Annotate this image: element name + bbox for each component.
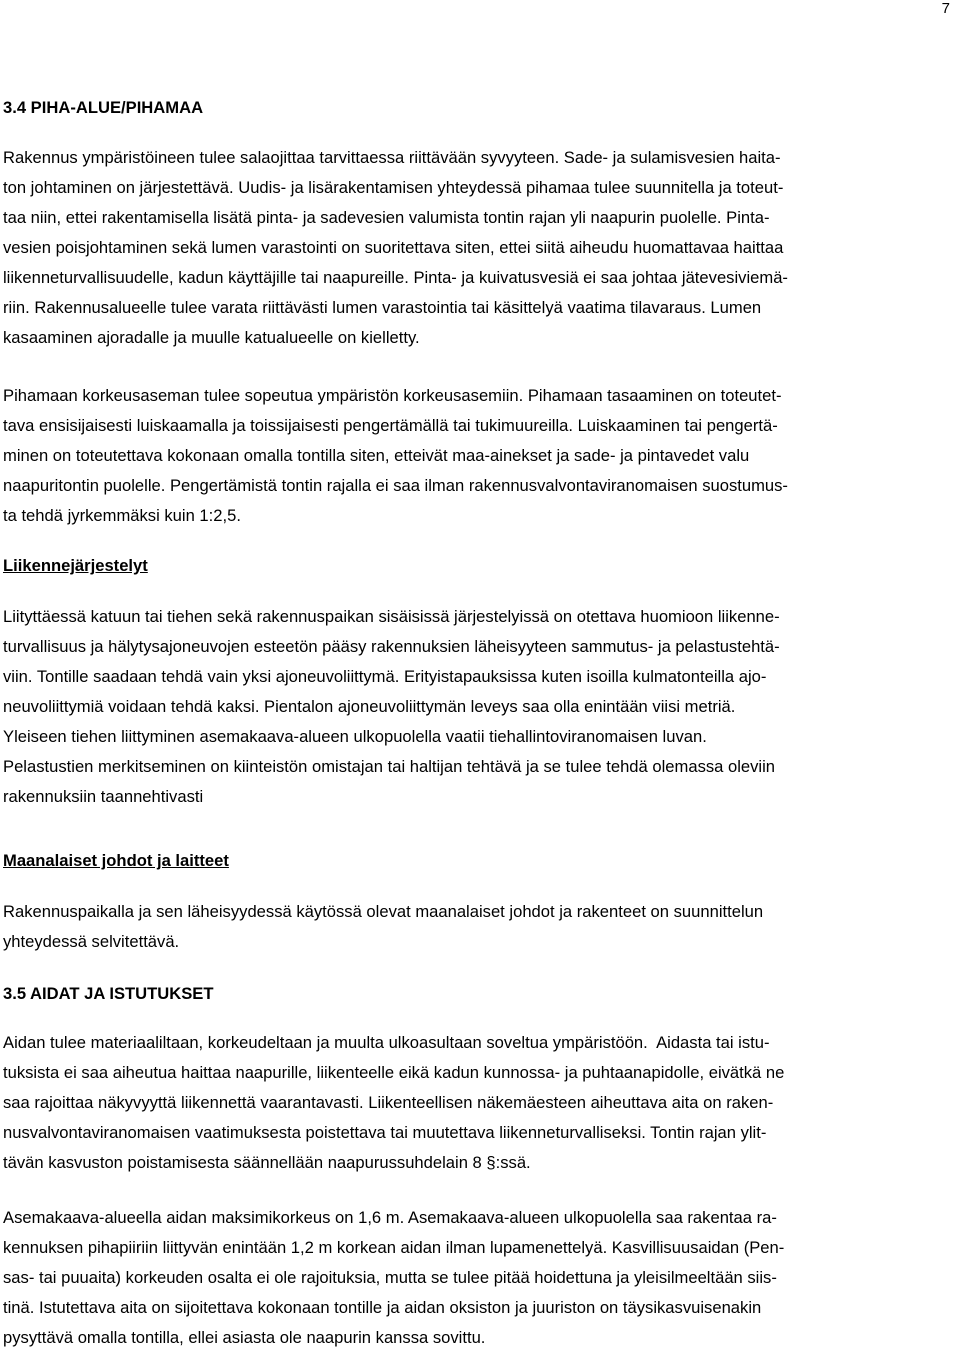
text-line: Pihamaan korkeusaseman tulee sopeutua ympäristön korkeusasemiin. Pihamaan tasaaminen on toteutet- <box>3 386 782 405</box>
text-line: Pelastustien merkitseminen on kiinteistön omistajan tai haltijan tehtävä ja se tulee tehdä olemassa oleviin <box>3 757 776 776</box>
text-line: Asemakaava-alueella aidan maksimikorkeus on 1,6 m. Asemakaava-alueen ulkopuolella saa rakentaa ra- <box>3 1208 777 1227</box>
text-line: naapuritontin puolelle. Pengertämistä tontin rajalla ei saa ilman rakennusvalvontaviranomaisen suostumus- <box>3 476 788 495</box>
page-number: 7 <box>941 0 950 17</box>
paragraph-traffic <box>3 602 945 812</box>
text-line: yhteydessä selvitettävä. <box>3 932 180 951</box>
text-line: Aidan tulee materiaaliltaan, korkeudeltaan ja muulta ulkoasultaan soveltua ympäristöön. Aidasta tai istu- <box>3 1033 770 1052</box>
text-line: neuvoliittymiä voidaan tehdä kaksi. Pientalon ajoneuvoliittymän leveys saa olla enintään viisi metriä. <box>3 697 736 716</box>
text-line: kasaaminen ajoradalle ja muulle katualueelle on kielletty. <box>3 328 420 347</box>
paragraph-elevation <box>3 381 945 531</box>
text-line: liikenneturvallisuudelle, kadun käyttäjille tai naapureille. Pinta- ja kuivatusvesiä ei saa johtaa jätevesiviemä- <box>3 268 788 287</box>
text-line: taa niin, ettei rakentamisella lisätä pinta- ja sadevesien valumista tontin rajan yli naapurin puolelle. Pinta- <box>3 208 770 227</box>
paragraph-fence-height <box>3 1203 945 1353</box>
text-line: saa rajoittaa näkyvyyttä liikennettä vaarantavasti. Liikenteellisen näkemäesteen aiheuttava aita on raken- <box>3 1093 774 1112</box>
paragraph-fences <box>3 1028 945 1178</box>
subheading-liikennejarjestelyt: Liikennejärjestelyt <box>3 556 148 575</box>
section-heading-3-5: 3.5 AIDAT JA ISTUTUKSET <box>3 984 214 1003</box>
text-line: turvallisuus ja hälytysajoneuvojen esteetön pääsy rakennuksien läheisyyteen sammutus- ja pelastustehtä- <box>3 637 780 656</box>
text-line: tuksista ei saa aiheutua haittaa naapurille, liikenteelle eikä kadun kunnossa- ja puhtaanapidolle, eivätkä ne <box>3 1063 785 1082</box>
paragraph-drainage <box>3 143 945 353</box>
text-line: ta tehdä jyrkemmäksi kuin 1:2,5. <box>3 506 241 525</box>
text-line: tävän kasvuston poistamisesta säännellään naapurussuhdelain 8 §:ssä. <box>3 1153 531 1172</box>
text-line: ton johtaminen on järjestettävä. Uudis- ja lisärakentamisen yhteydessä pihamaa tulee suunnitella ja toteut- <box>3 178 784 197</box>
text-line: nusvalvontaviranomaisen vaatimuksesta poistettava tai muutettava liikenneturvalliseksi. Tontin rajan ylit- <box>3 1123 767 1142</box>
text-line: viin. Tontille saadaan tehdä vain yksi ajoneuvoliittymä. Erityistapauksissa kuten isoilla kulmatonteilla ajo- <box>3 667 767 686</box>
subheading-maanalaiset-johdot: Maanalaiset johdot ja laitteet <box>3 851 229 870</box>
text-line: riin. Rakennusalueelle tulee varata riittävästi lumen varastointia tai käsittelyä vaatima tilavaraus. Lumen <box>3 298 762 317</box>
text-line: rakennuksiin taannehtivasti <box>3 787 204 806</box>
text-line: Rakennuspaikalla ja sen läheisyydessä käytössä olevat maanalaiset johdot ja rakenteet on suunnittelun <box>3 902 764 921</box>
text-line: pysyttävä omalla tontilla, ellei asiasta ole naapurin kanssa sovittu. <box>3 1328 486 1347</box>
text-line: Yleiseen tiehen liittyminen asemakaava-alueen ulkopuolella vaatii tiehallintoviranomaisen luvan. <box>3 727 707 746</box>
text-line: Liityttäessä katuun tai tiehen sekä rakennuspaikan sisäisissä järjestelyissä on otettava huomioon liikenne- <box>3 607 780 626</box>
text-line: vesien poisjohtaminen sekä lumen varastointi on suoritettava siten, ettei siitä aiheudu huomattavaa haittaa <box>3 238 784 257</box>
text-line: sas- tai puuaita) korkeuden osalta ei ole rajoituksia, mutta se tulee pitää hoidettuna ja yleisilmeeltään siis- <box>3 1268 777 1287</box>
paragraph-underground <box>3 897 945 957</box>
text-line: tava ensisijaisesti luiskaamalla ja toissijaisesti pengertämällä tai tukimuureilla. Luiskaaminen tai pengertä- <box>3 416 778 435</box>
section-heading-3-4: 3.4 PIHA-ALUE/PIHAMAA <box>3 98 204 117</box>
text-line: Rakennus ympäristöineen tulee salaojittaa tarvittaessa riittävään syvyyteen. Sade- ja sulamisvesien haita- <box>3 148 781 167</box>
text-line: kennuksen pihapiiriin liittyvän enintään 1,2 m korkean aidan ilman lupamenettelyä. Kasvillisuusaidan (Pen- <box>3 1238 785 1257</box>
text-line: tinä. Istutettava aita on sijoitettava kokonaan tontille ja aidan oksiston ja juuriston on täysikasvuisenakin <box>3 1298 762 1317</box>
text-line: minen on toteutettava kokonaan omalla tontilla siten, etteivät maa-ainekset ja sade- ja pintavedet valu <box>3 446 750 465</box>
